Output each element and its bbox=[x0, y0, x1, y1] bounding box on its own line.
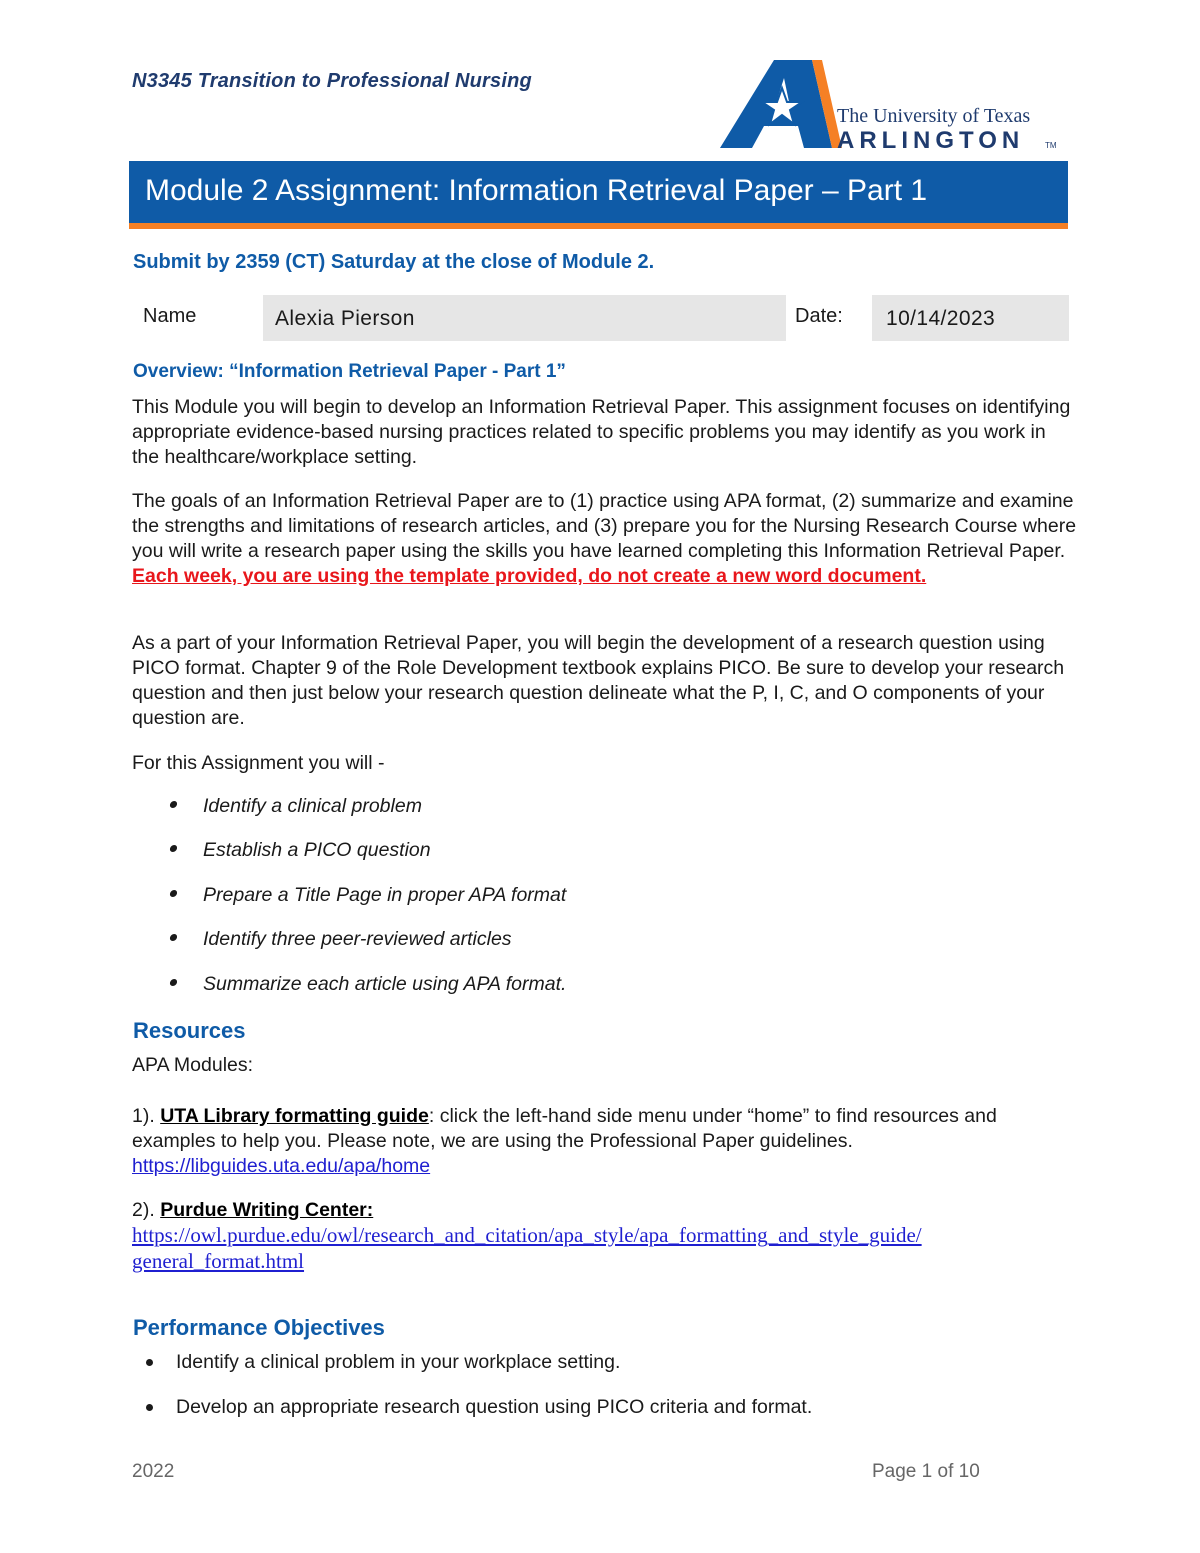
resource-item-uta bbox=[132, 1104, 1077, 1179]
purdue-url-line2[interactable]: general_format.html bbox=[132, 1249, 305, 1273]
uta-library-link[interactable]: UTA Library formatting guide bbox=[160, 1105, 429, 1127]
resources-heading: Resources bbox=[133, 1018, 246, 1043]
bullet-icon bbox=[169, 890, 177, 897]
name-label: Name bbox=[143, 305, 197, 327]
university-logo bbox=[712, 56, 1072, 156]
uta-library-url[interactable]: https://libguides.uta.edu/apa/home bbox=[132, 1155, 431, 1177]
purdue-link[interactable]: Purdue Writing Center: bbox=[160, 1199, 374, 1221]
logo-tm: TM bbox=[1045, 141, 1057, 150]
overview-paragraph-3: As a part of your Information Retrieval Paper, you will begin the development of a research question using PICO format. Chapter 9 of the Role Development textbook explains PICO. Be sure to develop your research question and then just below your research question delineate what the P, I, C, and O components of your question are. bbox=[132, 632, 1065, 729]
bullet-icon bbox=[169, 845, 177, 852]
apa-modules-label: APA Modules: bbox=[132, 1054, 254, 1076]
banner-stripe bbox=[129, 223, 1068, 229]
logo-line1: The University of Texas bbox=[837, 105, 1031, 127]
resource-number: 2). bbox=[132, 1199, 161, 1221]
submit-deadline: Submit by 2359 (CT) Saturday at the close of Module 2. bbox=[133, 251, 655, 273]
course-title: N3345 Transition to Professional Nursing bbox=[132, 70, 532, 92]
bullet-icon bbox=[146, 1359, 153, 1366]
name-value: Alexia Pierson bbox=[275, 307, 415, 330]
bullet-icon bbox=[146, 1404, 153, 1411]
date-value: 10/14/2023 bbox=[886, 307, 996, 330]
resource-item-purdue bbox=[132, 1198, 1077, 1275]
assignment-title: Module 2 Assignment: Information Retrieval Paper – Part 1 bbox=[145, 174, 928, 207]
bullet-icon bbox=[169, 801, 177, 808]
page-number: Page 1 of 10 bbox=[872, 1461, 980, 1482]
purdue-url-line1[interactable]: https://owl.purdue.edu/owl/research_and_citation/apa_style/apa_formatting_and_style_guide/ bbox=[132, 1223, 922, 1247]
resource-description: : click the left-hand side menu under “home” to find resources and examples to help you. Please note, we are using the Professional Paper guidelines. bbox=[132, 1105, 997, 1152]
bullet-icon bbox=[169, 934, 177, 941]
logo-line2: ARLINGTON bbox=[837, 127, 1025, 154]
overview-paragraph-1: This Module you will begin to develop an Information Retrieval Paper. This assignment focuses on identifying appropriate evidence-based nursing practices related to specific problems you may identify as you work in the healthcare/workplace setting. bbox=[132, 396, 1071, 468]
overview-paragraph-2 bbox=[132, 489, 1077, 589]
date-label: Date: bbox=[795, 305, 843, 327]
assignment-intro: For this Assignment you will - bbox=[132, 752, 385, 774]
overview-heading: Overview: “Information Retrieval Paper - Part 1” bbox=[133, 361, 566, 382]
template-warning: Each week, you are using the template provided, do not create a new word document. bbox=[132, 565, 927, 587]
bullet-icon bbox=[169, 979, 177, 986]
performance-objectives-heading: Performance Objectives bbox=[133, 1315, 385, 1340]
footer-year: 2022 bbox=[132, 1461, 175, 1482]
resource-number: 1). bbox=[132, 1105, 161, 1127]
paragraph-2-text: The goals of an Information Retrieval Paper are to (1) practice using APA format, (2) summarize and examine the strengths and limitations of research articles, and (3) prepare you for the Nursing Research Course where you will write a research paper using the skills you have learned completing this Information Retrieval Paper. bbox=[132, 490, 1077, 562]
